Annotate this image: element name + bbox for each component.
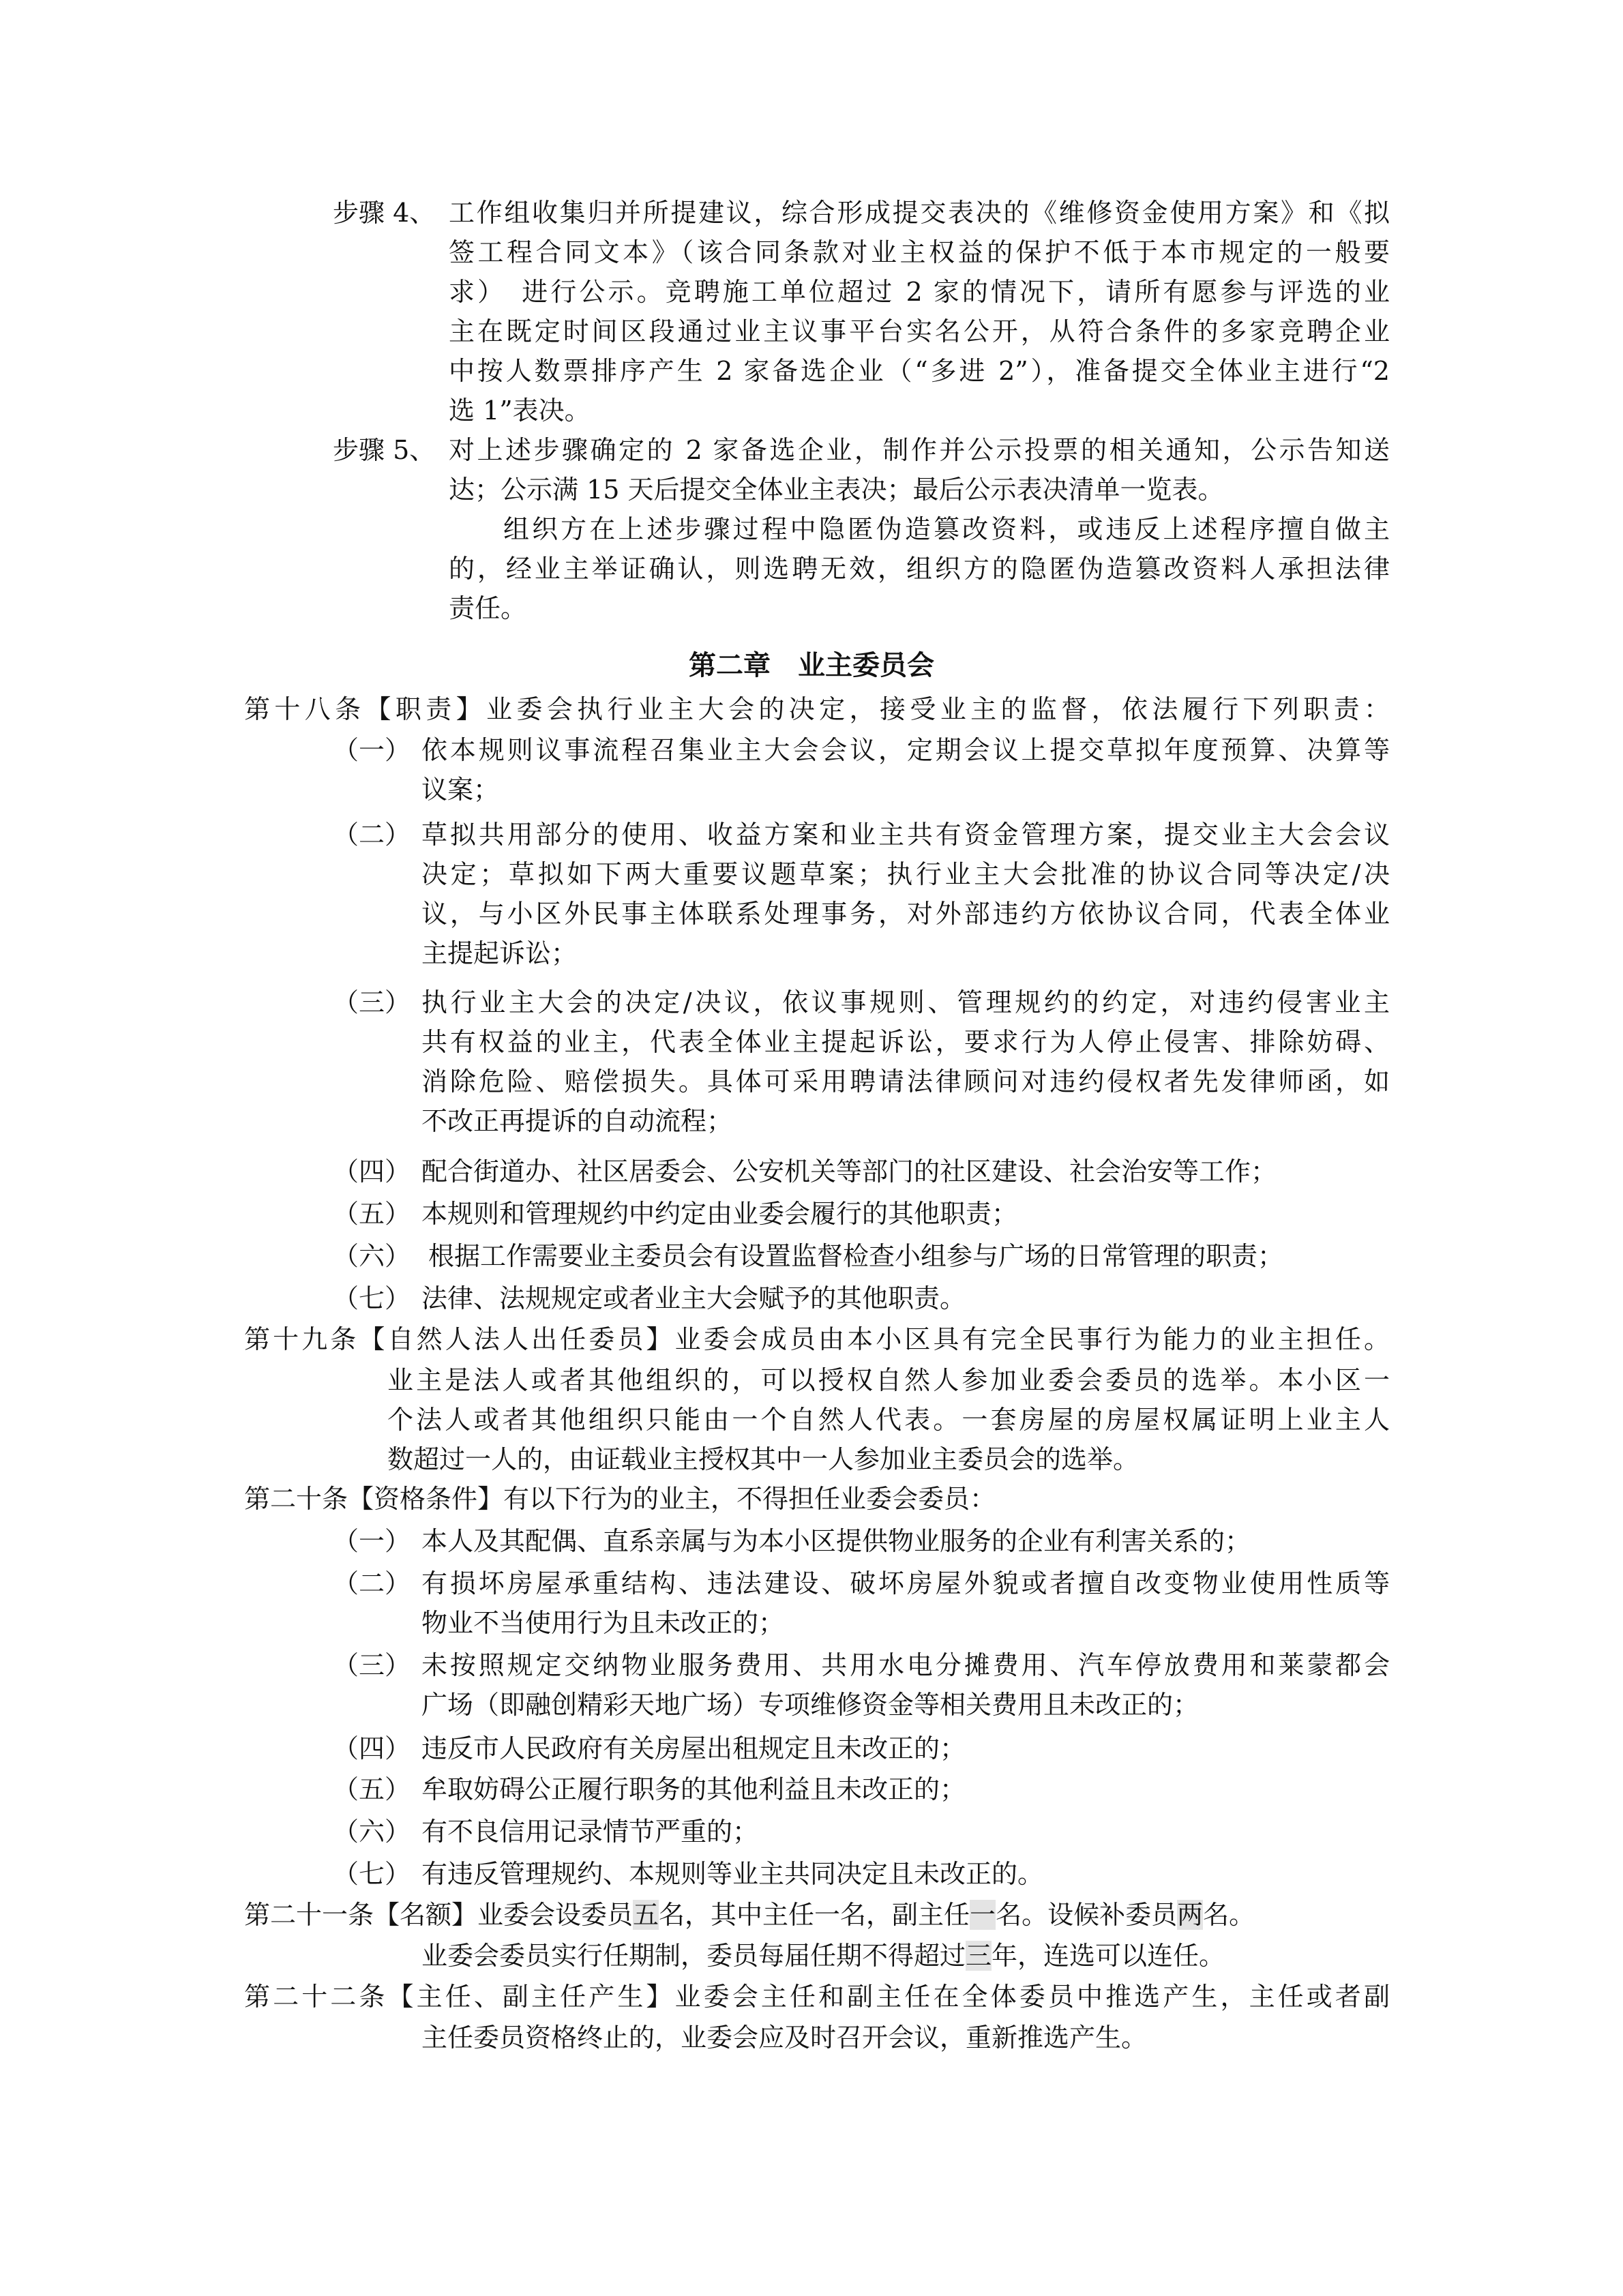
article-22-line: 主任委员资格终止的，业委会应及时召开会议，重新推选产生。 — [421, 2023, 1148, 2053]
article-19-line: 数超过一人的，由证载业主授权其中一人参加业主委员会的选举。 — [387, 1444, 1140, 1474]
article-18-item-line: 法律、法规规定或者业主大会赋予的其他职责。 — [421, 1283, 966, 1313]
step-4-label: 步骤 4、 — [333, 198, 436, 228]
article-20-item-line: 有不良信用记录情节严重的； — [421, 1817, 759, 1847]
highlighted-number: 三 — [966, 1941, 992, 1971]
article-20-item-line: 广场（即融创精彩天地广场）专项维修资金等相关费用且未改正的； — [421, 1690, 1200, 1720]
highlighted-number: 两 — [1177, 1900, 1204, 1930]
article-18-item-line: 草拟共用部分的使用、收益方案和业主共有资金管理方案，提交业主大会会议 — [421, 820, 1390, 850]
article-19-line: 个法人或者其他组织只能由一个自然人代表。一套房屋的房屋权属证明上业主人 — [387, 1405, 1390, 1435]
highlighted-number: 一 — [970, 1900, 996, 1930]
step-4-line: 主在既定时间区段通过业主议事平台实名公开，从符合条件的多家竞聘企业 — [449, 316, 1390, 346]
article-22-heading: 第二十二条【主任、副主任产生】业委会主任和副主任在全体委员中推选产生，主任或者副 — [244, 1982, 1390, 2012]
article-20-item-line: 本人及其配偶、直系亲属与为本小区提供物业服务的企业有利害关系的； — [421, 1526, 1251, 1556]
list-number: （二） — [333, 1568, 411, 1598]
article-18-item-line: 消除危险、赔偿损失。具体可采用聘请法律顾问对违约侵权者先发律师函，如 — [421, 1067, 1390, 1097]
step-4-line: 中按人数票排序产生 2 家备选企业（“多进 2”），准备提交全体业主进行“2 — [449, 356, 1390, 386]
organizer-note-line: 责任。 — [449, 593, 527, 623]
article-18-item-line: 议，与小区外民事主体联系处理事务，对外部违约方依协议合同，代表全体业 — [421, 899, 1390, 929]
list-number: （六） — [333, 1241, 411, 1271]
article-20-item-line: 牟取妨碍公正履行职务的其他利益且未改正的； — [421, 1774, 966, 1804]
chapter-title: 第二章 业主委员会 — [689, 649, 934, 681]
article-18-item-line: 共有权益的业主，代表全体业主提起诉讼，要求行为人停止侵害、排除妨碍、 — [421, 1027, 1390, 1057]
step-4-line: 求） 进行公示。竞聘施工单位超过 2 家的情况下，请所有愿参与评选的业 — [449, 277, 1390, 307]
step-5-line: 对上述步骤确定的 2 家备选企业，制作并公示投票的相关通知，公示告知送 — [449, 435, 1390, 465]
article-20-item-line: 物业不当使用行为且未改正的； — [421, 1608, 785, 1638]
article-19-line: 业主是法人或者其他组织的，可以授权自然人参加业委会委员的选举。本小区一 — [387, 1365, 1390, 1395]
list-number: （三） — [333, 1650, 411, 1680]
article-18-item-line: 本规则和管理规约中约定由业委会履行的其他职责； — [421, 1199, 1018, 1229]
article-18-item-line: 决定；草拟如下两大重要议题草案；执行业主大会批准的协议合同等决定/决 — [421, 859, 1390, 889]
list-number: （七） — [333, 1283, 411, 1313]
highlighted-number: 五 — [633, 1900, 659, 1930]
article-19-heading: 第十九条【自然人法人出任委员】业委会成员由本小区具有完全民事行为能力的业主担任。 — [244, 1324, 1390, 1354]
article-21-line: 业委会委员实行任期制，委员每届任期不得超过三年，连选可以连任。 — [421, 1941, 1225, 1971]
list-number: （四） — [333, 1733, 411, 1763]
step-4-line: 工作组收集归并所提建议，综合形成提交表决的《维修资金使用方案》和《拟 — [449, 198, 1390, 228]
organizer-note-line: 的，经业主举证确认，则选聘无效，组织方的隐匿伪造篡改资料人承担法律 — [449, 554, 1390, 584]
article-18-item-line: 依本规则议事流程召集业主大会会议，定期会议上提交草拟年度预算、决算等 — [421, 735, 1390, 765]
article-20-item-line: 有违反管理规约、本规则等业主共同决定且未改正的。 — [421, 1859, 1044, 1889]
article-20-item-line: 有损坏房屋承重结构、违法建设、破坏房屋外貌或者擅自改变物业使用性质等 — [421, 1568, 1390, 1598]
article-18-item-line: 主提起诉讼； — [421, 938, 578, 968]
article-20-item-line: 违反市人民政府有关房屋出租规定且未改正的； — [421, 1733, 966, 1763]
list-number: （二） — [333, 820, 411, 850]
organizer-note-line: 组织方在上述步骤过程中隐匿伪造篡改资料，或违反上述程序擅自做主 — [503, 514, 1390, 544]
list-number: （五） — [333, 1199, 411, 1229]
step-5-label: 步骤 5、 — [333, 435, 436, 465]
list-number: （五） — [333, 1774, 411, 1804]
article-20-heading: 第二十条【资格条件】有以下行为的业主，不得担任业委会委员： — [244, 1484, 996, 1514]
article-20-item-line: 未按照规定交纳物业服务费用、共用水电分摊费用、汽车停放费用和莱蒙都会 — [421, 1650, 1390, 1680]
list-number: （一） — [333, 735, 411, 765]
step-4-line: 选 1”表决。 — [449, 396, 591, 426]
list-number: （一） — [333, 1526, 411, 1556]
article-18-item-line: 配合街道办、社区居委会、公安机关等部门的社区建设、社会治安等工作； — [421, 1157, 1277, 1187]
step-5-line: 达；公示满 15 天后提交全体业主表决；最后公示表决清单一览表。 — [449, 475, 1224, 505]
article-21-heading: 第二十一条【名额】业委会设委员五名，其中主任一名，副主任一名。设候补委员两名。 — [244, 1900, 1255, 1930]
article-18-item-line: 执行业主大会的决定/决议，依议事规则、管理规约的约定，对违约侵害业主 — [421, 987, 1390, 1017]
list-number: （三） — [333, 987, 411, 1017]
article-18-item-line: 根据工作需要业主委员会有设置监督检查小组参与广场的日常管理的职责； — [428, 1241, 1284, 1271]
article-18-item-line: 不改正再提诉的自动流程； — [421, 1106, 733, 1136]
list-number: （四） — [333, 1157, 411, 1187]
step-4-line: 签工程合同文本》（该合同条款对业主权益的保护不低于本市规定的一般要 — [449, 237, 1390, 267]
list-number: （六） — [333, 1817, 411, 1847]
list-number: （七） — [333, 1859, 411, 1889]
article-18-item-line: 议案； — [421, 775, 500, 805]
article-18-heading: 第十八条【职责】业委会执行业主大会的决定，接受业主的监督，依法履行下列职责： — [244, 694, 1390, 724]
